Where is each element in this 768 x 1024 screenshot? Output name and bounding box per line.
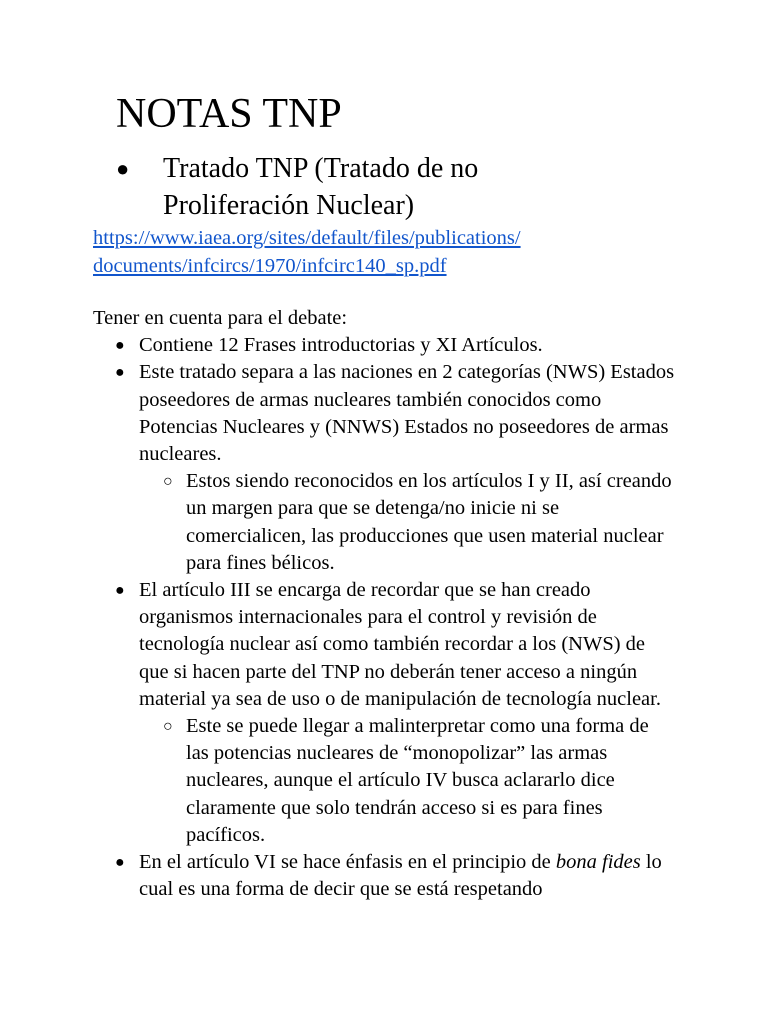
notes-list <box>93 332 693 903</box>
list-item <box>93 332 679 359</box>
list-item <box>93 359 679 577</box>
list-item <box>93 849 679 903</box>
sub-list <box>139 713 679 849</box>
circle-bullet-icon: ○ <box>163 718 173 736</box>
sub-list-item-text: Este se puede llegar a malinterpretar como una forma de las potencias nucleares de “monopolizar” las armas nucleares, aunque el artículo IV busca aclararlo dice claramente que solo tendrán acceso si es para fines pacíficos. <box>186 715 649 846</box>
iaea-treaty-link[interactable] <box>93 224 693 280</box>
list-item-text: Este tratado separa a las naciones en 2 categorías (NWS) Estados poseedores de armas nucleares también conocidos como Potencias Nucleares y (NNWS) Estados no poseedores de armas nucleares. <box>139 361 675 466</box>
sub-list-item <box>139 713 676 849</box>
list-item-text-part: lo cual es una forma de decir que se está respetando <box>139 851 662 901</box>
sub-list-item-text: Estos siendo reconocidos en los artículos I y II, así creando un margen para que se detenga/no inicie ni se comercialicen, las producciones que usen material nuclear para fines bélicos. <box>186 470 672 574</box>
link-line-2: documents/infcircs/1970/infcirc140_sp.pdf <box>93 255 447 277</box>
bullet-icon: ● <box>115 582 125 600</box>
heading-bullet-text: Tratado TNP (Tratado de no Proliferación Nuclear) <box>163 153 479 221</box>
sub-list-item <box>139 468 676 577</box>
list-item-text-part: En el artículo VI se hace énfasis en el principio de <box>139 851 556 874</box>
bullet-icon: ● <box>115 854 125 872</box>
bullet-icon: ● <box>115 364 125 382</box>
notes-body <box>93 305 693 903</box>
list-item-text: El artículo III se encarga de recordar que se han creado organismos internacionales para el control y revisión de tecnología nuclear así como también recordar a los (NWS) de que si hacen parte del TNP no deberán tener acceso a ningún material ya sea de uso o de manipulación de tecnología nuclear. <box>139 579 661 710</box>
list-item <box>93 577 679 849</box>
document-title: NOTAS TNP <box>116 91 342 137</box>
intro-text: Tener en cuenta para el debate: <box>93 307 348 329</box>
sub-list <box>139 468 679 577</box>
circle-bullet-icon: ○ <box>163 473 173 491</box>
link-line-1: https://www.iaea.org/sites/default/files/publications/ <box>93 227 521 249</box>
italic-term: bona fides <box>555 851 641 874</box>
list-item-text: Contiene 12 Frases introductorias y XI Artículos. <box>139 334 543 357</box>
bullet-icon: ● <box>115 337 125 355</box>
bullet-icon: ● <box>116 156 130 181</box>
